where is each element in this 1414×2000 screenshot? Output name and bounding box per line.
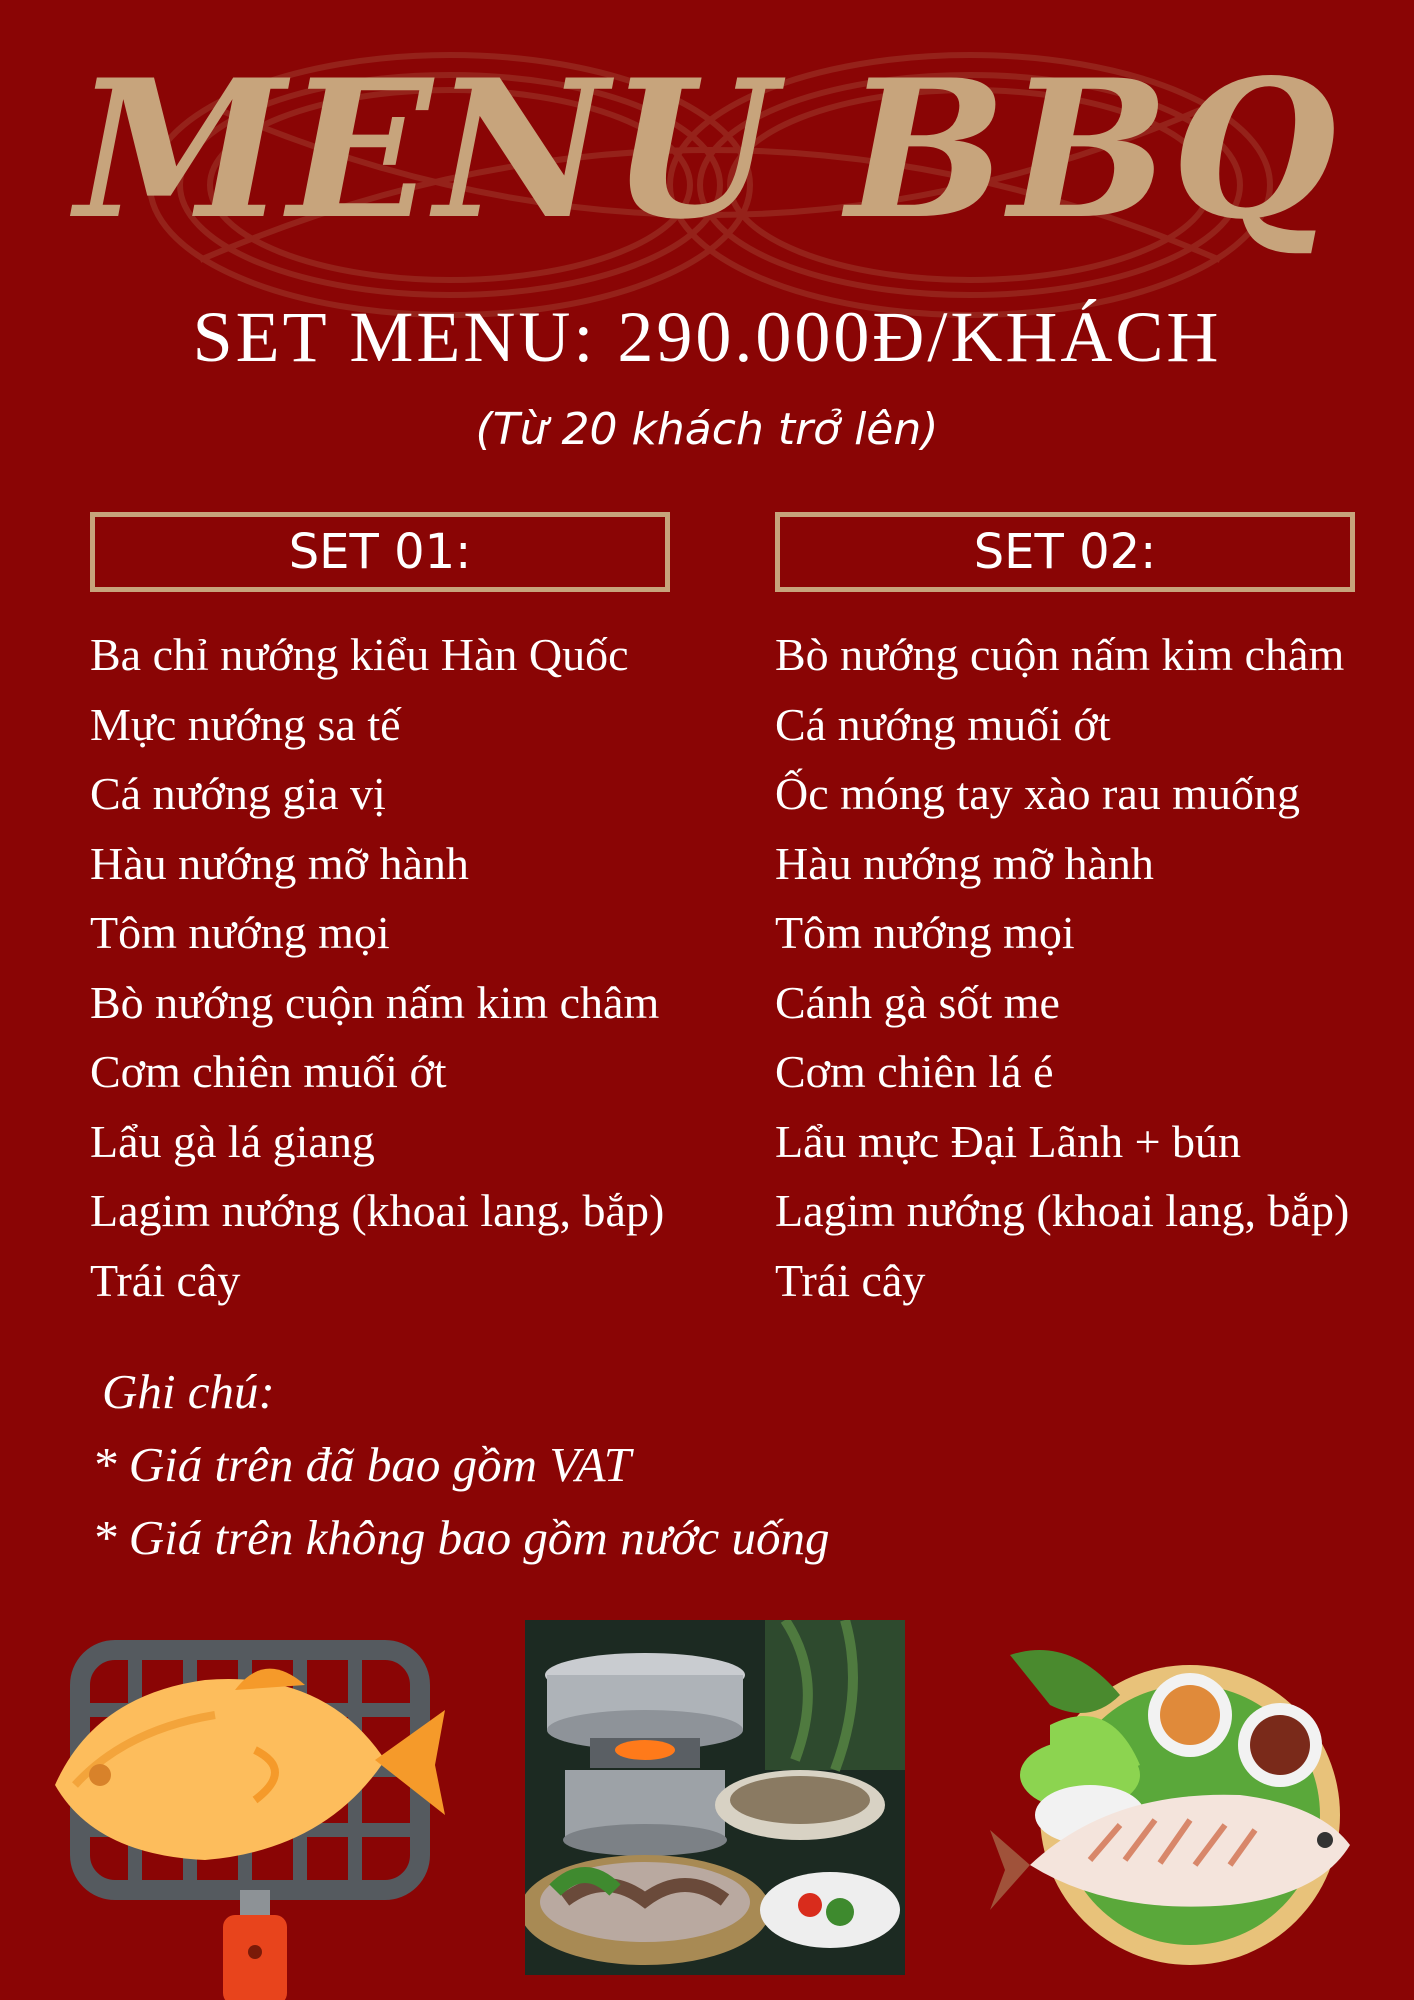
- set-02-item: Cá nướng muối ớt: [775, 698, 1111, 750]
- set-01-items: [90, 620, 730, 1315]
- set-01-item: Hàu nướng mỡ hành: [90, 837, 469, 889]
- set-02-item: Lagim nướng (khoai lang, bắp): [775, 1185, 1350, 1236]
- grilled-fish-icon: [55, 1640, 455, 2000]
- menu-title: MENU BBQ: [75, 38, 1339, 261]
- set-02-item: Bò nướng cuộn nấm kim châm: [775, 629, 1345, 680]
- set-01-item: Tôm nướng mọi: [90, 907, 390, 958]
- set-01-header: [90, 512, 670, 592]
- note-line: * Giá trên không bao gồm nước uống: [92, 1510, 830, 1565]
- hotpot-photo: [525, 1620, 905, 1975]
- set-02-item: Tôm nướng mọi: [775, 907, 1075, 958]
- notes-heading: Ghi chú:: [102, 1364, 275, 1419]
- fish-platter-icon: [990, 1615, 1380, 1975]
- set-01-item: Cá nướng gia vị: [90, 768, 386, 819]
- set-01-item: Lẩu gà lá giang: [90, 1115, 375, 1167]
- notes-section: [92, 1355, 829, 1574]
- set-02-item: Trái cây: [775, 1254, 926, 1306]
- note-line: * Giá trên đã bao gồm VAT: [92, 1437, 631, 1492]
- set-02-item: Cơm chiên lá é: [775, 1046, 1054, 1097]
- set-02-item: Lẩu mực Đại Lãnh + bún: [775, 1115, 1242, 1167]
- set-02-item: Cánh gà sốt me: [775, 976, 1060, 1028]
- guest-minimum-note: (Từ 20 khách trở lên): [475, 404, 939, 455]
- set-01-label: SET 01:: [288, 524, 472, 580]
- set-01-item: Bò nướng cuộn nấm kim châm: [90, 976, 660, 1028]
- set-02-item: Ốc móng tay xào rau muống: [775, 768, 1301, 819]
- set-01-item: Mực nướng sa tế: [90, 698, 401, 750]
- set-01-item: Lagim nướng (khoai lang, bắp): [90, 1185, 665, 1236]
- set-02-header: [775, 512, 1355, 592]
- set-02-items: [775, 620, 1405, 1315]
- set-menu-price: SET MENU: 290.000Đ/KHÁCH: [192, 297, 1222, 377]
- set-02-label: SET 02:: [973, 524, 1157, 580]
- set-01-item: Ba chỉ nướng kiểu Hàn Quốc: [90, 629, 629, 680]
- set-01-item: Cơm chiên muối ớt: [90, 1046, 447, 1097]
- set-02-item: Hàu nướng mỡ hành: [775, 837, 1154, 889]
- set-01-item: Trái cây: [90, 1254, 241, 1306]
